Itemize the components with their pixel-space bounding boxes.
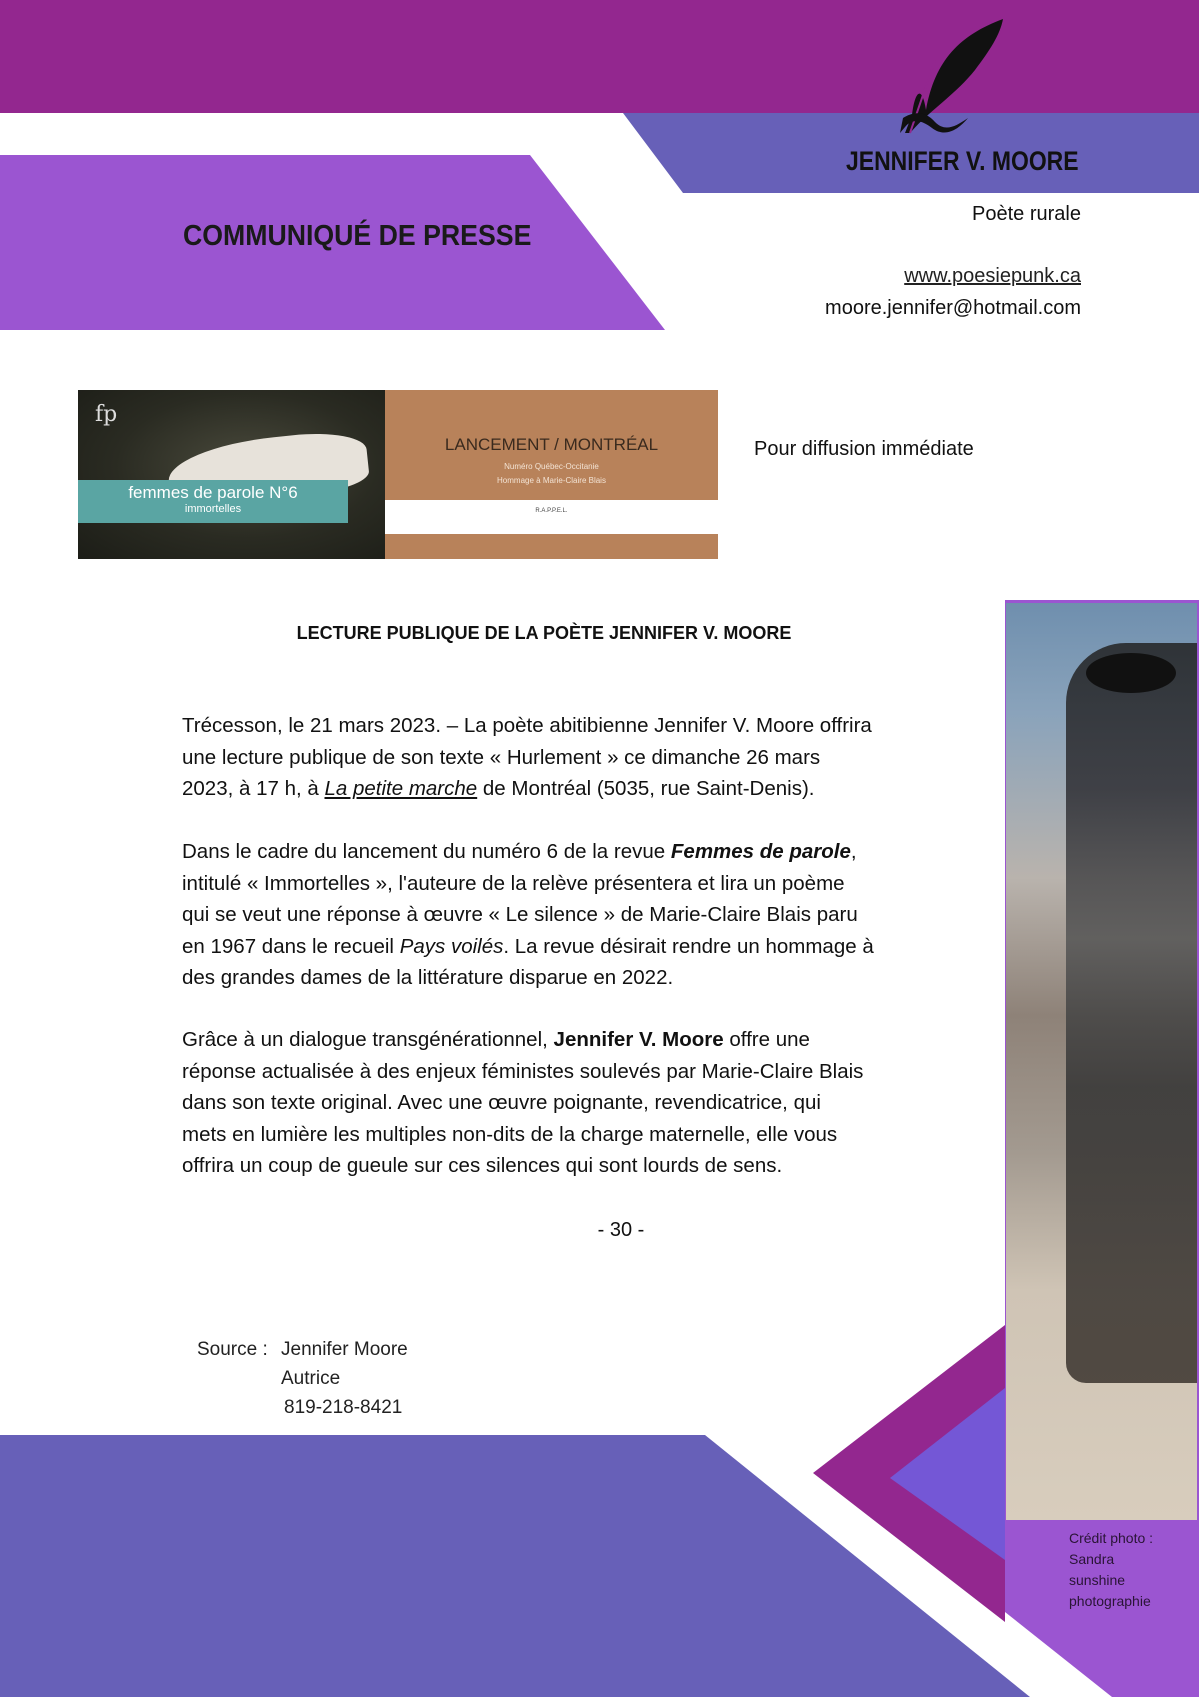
text-run: Jennifer V. Moore	[553, 1028, 724, 1051]
text-run: réponse actualisée à des enjeux féministes soulevés par Marie-Claire Blais	[182, 1059, 864, 1083]
text-run: mets en lumière les multiples non-dits de la charge maternelle, elle vous	[182, 1122, 838, 1146]
end-mark: - 30 -	[597, 1219, 645, 1241]
email-address: moore.jennifer@hotmail.com	[825, 297, 1081, 319]
text-run: dans son texte original. Avec une œuvre poignante, revendicatrice, qui	[182, 1091, 821, 1115]
author-photo	[1006, 603, 1197, 1520]
text-run: en 1967 dans le recueil	[182, 934, 400, 958]
source-role: Autrice	[281, 1368, 341, 1389]
source-phone: 819-218-8421	[284, 1397, 403, 1418]
text-run: Trécesson, le 21 mars 2023. – La poète abitibienne Jennifer V. Moore offrira	[182, 714, 872, 737]
photo-credit	[1069, 1528, 1153, 1612]
paragraph-line	[182, 935, 874, 959]
text-run: ,	[850, 840, 857, 863]
credit-line: Sandra	[1069, 1551, 1115, 1567]
venue-link[interactable]: La petite marche	[324, 777, 478, 801]
text-run: 2023, à 17 h, à	[182, 777, 325, 801]
credit-line: Crédit photo :	[1069, 1530, 1154, 1546]
text-run: qui se veut une réponse à œuvre « Le silence » de Marie-Claire Blais paru	[182, 903, 858, 927]
website-link[interactable]: www.poesiepunk.ca	[904, 265, 1081, 287]
credit-line: sunshine	[1069, 1572, 1126, 1588]
sponsor-logo: R.A.P.P.E.L.	[535, 508, 568, 514]
magazine-logo: fp	[95, 402, 118, 427]
text-run: offre une	[723, 1028, 810, 1051]
text-run: une lecture publique de son texte « Hurlement » ce dimanche 26 mars	[182, 745, 821, 769]
author-subtitle: Poète rurale	[972, 203, 1081, 225]
page-title: COMMUNIQUÉ DE PRESSE	[183, 220, 532, 252]
text-run: intitulé « Immortelles », l'auteure de la relève présentera et lira un poème	[182, 871, 845, 895]
paragraph-line	[182, 903, 858, 927]
text-run: . La revue désirait rendre un hommage à	[503, 934, 874, 958]
text-run: Dans le cadre du lancement du numéro 6 de la revue	[182, 840, 671, 863]
article-heading: LECTURE PUBLIQUE DE LA POÈTE JENNIFER V. MOORE	[296, 623, 792, 643]
paragraph-line	[182, 1028, 810, 1052]
text-run: offrira un coup de gueule sur ces silences qui sont lourds de sens.	[182, 1154, 783, 1178]
text-run: Grâce à un dialogue transgénérationnel,	[182, 1028, 554, 1051]
paragraph-line	[182, 1091, 821, 1115]
credit-line: photographie	[1069, 1593, 1151, 1609]
paragraph-line	[182, 872, 845, 896]
text-run: Pays voilés	[399, 934, 504, 958]
paragraph-line	[182, 966, 673, 990]
paragraph-line	[182, 777, 814, 801]
text-run: Femmes de parole	[670, 840, 851, 863]
paragraph-line	[182, 714, 872, 738]
magazine-issue: immortelles	[184, 503, 242, 515]
paragraph-line	[182, 1154, 782, 1178]
paragraph-line	[182, 1060, 863, 1084]
source-label: Source :	[197, 1339, 268, 1360]
author-name: JENNIFER V. MOORE	[846, 146, 1079, 176]
top-band	[0, 0, 1199, 113]
paragraph-line	[182, 746, 820, 770]
paragraph-line	[182, 840, 857, 864]
paragraph-line	[182, 1123, 837, 1147]
text-run: de Montréal (5035, rue Saint-Denis).	[477, 777, 815, 801]
source-name: Jennifer Moore	[281, 1339, 408, 1360]
event-banner-image	[78, 390, 718, 559]
banner-line2: Hommage à Marie-Claire Blais	[497, 476, 606, 485]
banner-line1: Numéro Québec-Occitanie	[504, 462, 599, 471]
release-note: Pour diffusion immédiate	[754, 438, 974, 460]
magazine-name: femmes de parole N°6	[128, 483, 298, 502]
text-run: des grandes dames de la littérature disparue en 2022.	[182, 966, 674, 990]
banner-headline: LANCEMENT / MONTRÉAL	[444, 435, 659, 454]
